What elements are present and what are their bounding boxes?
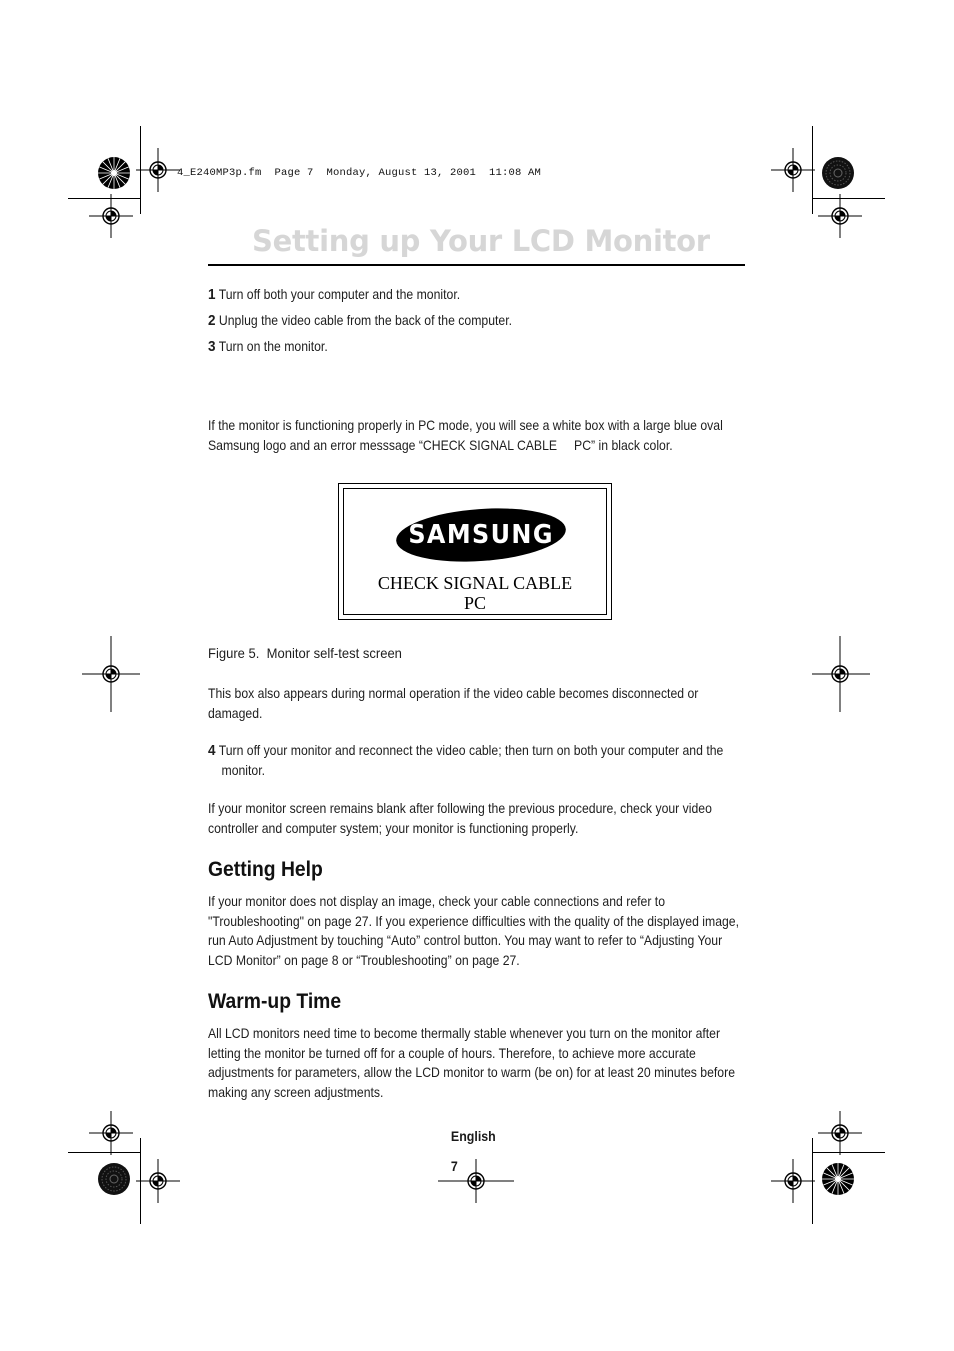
self-test-screen-inner-frame [343, 488, 607, 615]
intro-paragraph: If the monitor is functioning properly in PC mode, you will see a white box with a large blue oval Samsung logo and an error messsage “CHECK SIGNAL CABLE PC” in black color. [208, 418, 727, 453]
step-1 [208, 285, 460, 305]
step-number: 1 [208, 286, 216, 303]
step-3 [208, 337, 328, 357]
samsung-logo [394, 503, 567, 567]
blank-screen-paragraph: If your monitor screen remains blank after following the previous procedure, check your video controller and computer system; your monitor is functioning properly. [208, 801, 712, 836]
getting-help-body: If your monitor does not display an image, check your cable connections and refer to "Troubleshooting" on page 27. If you experience difficulties with the quality of the displayed image, run Auto Adjustment by touching “Auto” control button. You may want to refer to “Adjusting Your LCD Monitor” on page 8 or “Troubleshooting” on page 27. [208, 894, 740, 968]
step-2 [208, 311, 512, 331]
print-header-file-info: 4_E240MP3p.fm Page 7 Monday, August 13, 2001 11:08 AM [177, 167, 542, 179]
step-text: Turn on the monitor. [218, 339, 328, 354]
page-footer [444, 1114, 496, 1174]
warmup-body: All LCD monitors need time to become thermally stable whenever you turn on the monitor after letting the monitor be turned off for a couple of hours. Therefore, to achieve more accurate adjustments for parameters, allow the LCD monitor to warm (be on) for at least 20 minutes before making any screen adjustments. [208, 1026, 735, 1100]
self-test-screen-figure [338, 483, 612, 620]
step-number: 2 [208, 312, 216, 329]
check-signal-line-1: CHECK SIGNAL CABLE [377, 573, 573, 593]
step-number: 3 [208, 338, 216, 355]
figure-caption: Figure 5. Monitor self-test screen [208, 645, 402, 661]
title-rule [208, 264, 745, 266]
step-4 [208, 741, 741, 780]
warmup-heading: Warm-up Time [208, 990, 342, 1013]
step-text: Turn off your monitor and reconnect the video cable; then turn on both your computer and the monitor. [218, 743, 724, 778]
disconnect-paragraph: This box also appears during normal operation if the video cable becomes disconnected or damaged. [208, 686, 699, 721]
check-signal-message [344, 573, 606, 613]
footer-language: English [450, 1129, 496, 1144]
check-signal-line-2: PC [463, 593, 487, 613]
step-text: Turn off both your computer and the monitor. [218, 287, 461, 302]
step-text: Unplug the video cable from the back of the computer. [218, 313, 513, 328]
page-title: Setting up Your LCD Monitor [252, 224, 710, 258]
samsung-logo-text: SAMSUNG [408, 520, 554, 551]
getting-help-heading: Getting Help [208, 858, 323, 881]
footer-page-number: 7 [450, 1159, 458, 1174]
step-number: 4 [208, 742, 216, 759]
